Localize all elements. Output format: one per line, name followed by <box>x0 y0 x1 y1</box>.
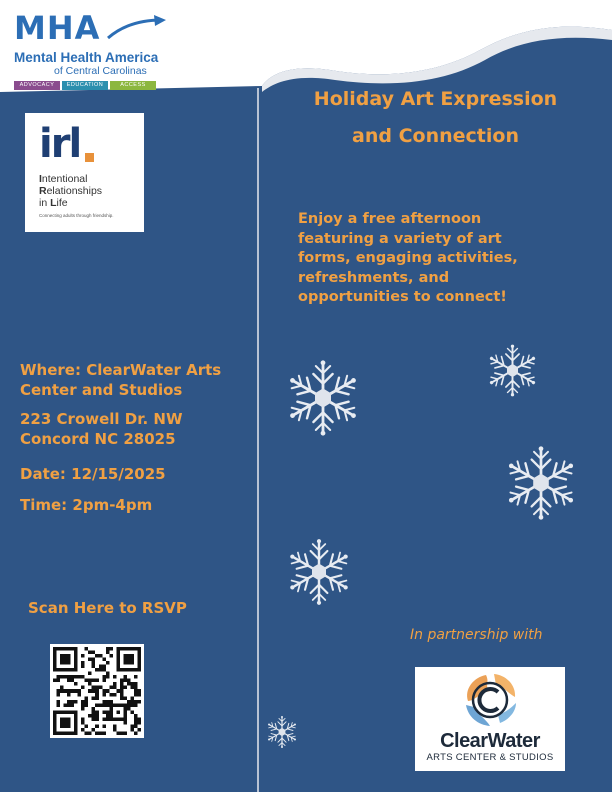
mha-tag-access: ACCESS <box>110 81 156 90</box>
description-line: forms, engaging activities, <box>298 250 518 266</box>
irl-word-ife: ife <box>56 197 68 209</box>
event-time: Time: 2pm-4pm <box>20 496 153 514</box>
qr-code-pattern <box>53 647 141 735</box>
clearwater-name: ClearWater <box>440 730 540 752</box>
irl-initial-r: R <box>39 185 47 197</box>
rsvp-label: Scan Here to RSVP <box>28 599 187 617</box>
partnership-label: In partnership with <box>410 627 543 643</box>
location-line2: Center and Studios <box>20 381 183 399</box>
irl-name <box>39 173 102 209</box>
description-line: opportunities to connect! <box>298 289 507 305</box>
description-line: Enjoy a free afternoon <box>298 211 482 227</box>
event-title-line1: Holiday Art Expression <box>313 88 558 110</box>
event-description <box>298 210 598 308</box>
mha-acronym: MHA <box>14 9 101 47</box>
address-line2: Concord NC 28025 <box>20 430 176 448</box>
irl-initial-i: I <box>39 173 42 185</box>
mha-tag-row <box>14 81 156 90</box>
clearwater-subtitle: ARTS CENTER & STUDIOS <box>426 752 554 763</box>
irl-word-in: in <box>39 197 51 209</box>
irl-tagline: Connecting adults through friendship. <box>39 213 114 218</box>
irl-word-elationships: elationships <box>46 185 103 197</box>
mha-tag-advocacy: ADVOCACY <box>14 81 60 90</box>
irl-logo <box>25 113 144 232</box>
irl-dot <box>85 153 94 162</box>
event-location <box>20 360 221 400</box>
description-line: featuring a variety of art <box>298 230 502 247</box>
irl-mark: irl <box>39 121 81 167</box>
swoosh-arrow-icon <box>106 14 168 42</box>
location-line1: Where: ClearWater Arts <box>20 361 222 379</box>
mha-name-line1: Mental Health America <box>14 50 159 65</box>
qr-code-icon[interactable] <box>50 644 144 738</box>
snowflake-icon <box>485 343 540 398</box>
mha-logo <box>14 10 164 90</box>
event-date: Date: 12/15/2025 <box>20 465 166 483</box>
irl-initial-l: L <box>50 197 57 209</box>
snowflake-icon <box>283 358 363 438</box>
vertical-divider <box>257 88 259 792</box>
snowflake-icon <box>284 537 354 607</box>
mha-name-line2: of Central Carolinas <box>54 65 147 77</box>
clearwater-logo <box>415 667 565 771</box>
clearwater-c-logo-icon <box>460 671 520 729</box>
description-line: refreshments, and <box>298 269 450 286</box>
mha-tag-education: EDUCATION <box>62 81 108 90</box>
irl-word-ntentional: ntentional <box>41 173 88 185</box>
snowflake-icon <box>502 444 580 522</box>
address-line1: 223 Crowell Dr. NW <box>20 410 183 428</box>
event-address <box>20 409 183 449</box>
event-title-line2: and Connection <box>352 125 519 147</box>
snowflake-icon <box>265 715 299 749</box>
